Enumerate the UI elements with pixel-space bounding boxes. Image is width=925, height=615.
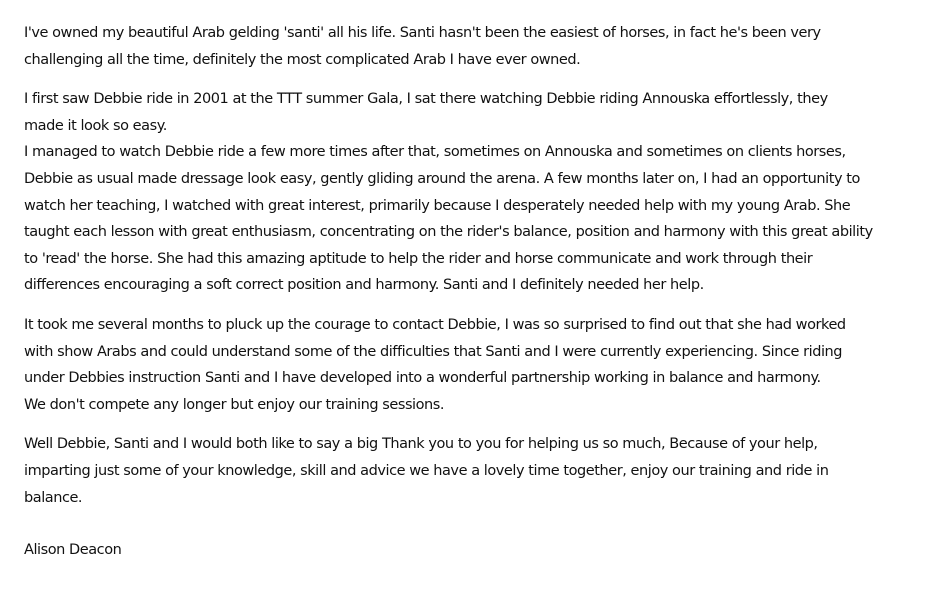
paragraph-4-line: We don't compete any longer but enjoy our training sessions. bbox=[24, 396, 445, 413]
paragraph-1 bbox=[24, 20, 904, 73]
paragraph-3-line: Debbie as usual made dressage look easy, gently gliding around the arena. A few months later on, I had an opportunity to bbox=[24, 170, 860, 187]
paragraph-3-line: taught each lesson with great enthusiasm, concentrating on the rider's balance, position and harmony with this great ability bbox=[24, 224, 873, 241]
signature-spacer bbox=[24, 511, 904, 537]
paragraph-3-line: I managed to watch Debbie ride a few more times after that, sometimes on Annouska and sometimes on clients horses, bbox=[24, 144, 846, 161]
paragraph-3-line: to 'read' the horse. She had this amazing aptitude to help the rider and horse communicate and work through their bbox=[24, 250, 813, 267]
paragraph-4-line: with show Arabs and could understand some of the difficulties that Santi and I were currently experiencing. Since riding bbox=[24, 343, 843, 360]
testimonial-letter bbox=[24, 20, 904, 564]
paragraph-5-line: Well Debbie, Santi and I would both like to say a big Thank you to you for helping us so much, Because of your help, bbox=[24, 436, 818, 453]
paragraph-2-line: made it look so easy. bbox=[24, 117, 167, 134]
paragraph-spacer bbox=[24, 299, 904, 312]
paragraph-4-line: under Debbies instruction Santi and I have developed into a wonderful partnership working in balance and harmony. bbox=[24, 370, 821, 387]
paragraph-3-line: watch her teaching, I watched with great interest, primarily because I desperately needed help with my young Arab. She bbox=[24, 197, 851, 214]
paragraph-1-line: I've owned my beautiful Arab gelding 'santi' all his life. Santi hasn't been the easiest of horses, in fact he's been very bbox=[24, 25, 821, 41]
paragraph-4-line: It took me several months to pluck up the courage to contact Debbie, I was so surprised to find out that she had worked bbox=[24, 316, 846, 333]
paragraph-3 bbox=[24, 139, 904, 299]
paragraph-4 bbox=[24, 312, 904, 418]
paragraph-3-line: differences encouraging a soft correct position and harmony. Santi and I definitely needed her help. bbox=[24, 277, 704, 294]
paragraph-5-line: balance. bbox=[24, 489, 83, 506]
paragraph-spacer bbox=[24, 418, 904, 431]
paragraph-1-line: challenging all the time, definitely the most complicated Arab I have ever owned. bbox=[24, 51, 581, 68]
paragraph-5 bbox=[24, 431, 904, 511]
paragraph-spacer bbox=[24, 73, 904, 86]
paragraph-2 bbox=[24, 86, 904, 139]
paragraph-5-line: imparting just some of your knowledge, skill and advice we have a lovely time together, enjoy our training and ride in bbox=[24, 462, 829, 479]
signature: Alison Deacon bbox=[24, 542, 122, 559]
paragraph-2-line: I first saw Debbie ride in 2001 at the TTT summer Gala, I sat there watching Debbie riding Annouska effortlessly, they bbox=[24, 91, 828, 108]
